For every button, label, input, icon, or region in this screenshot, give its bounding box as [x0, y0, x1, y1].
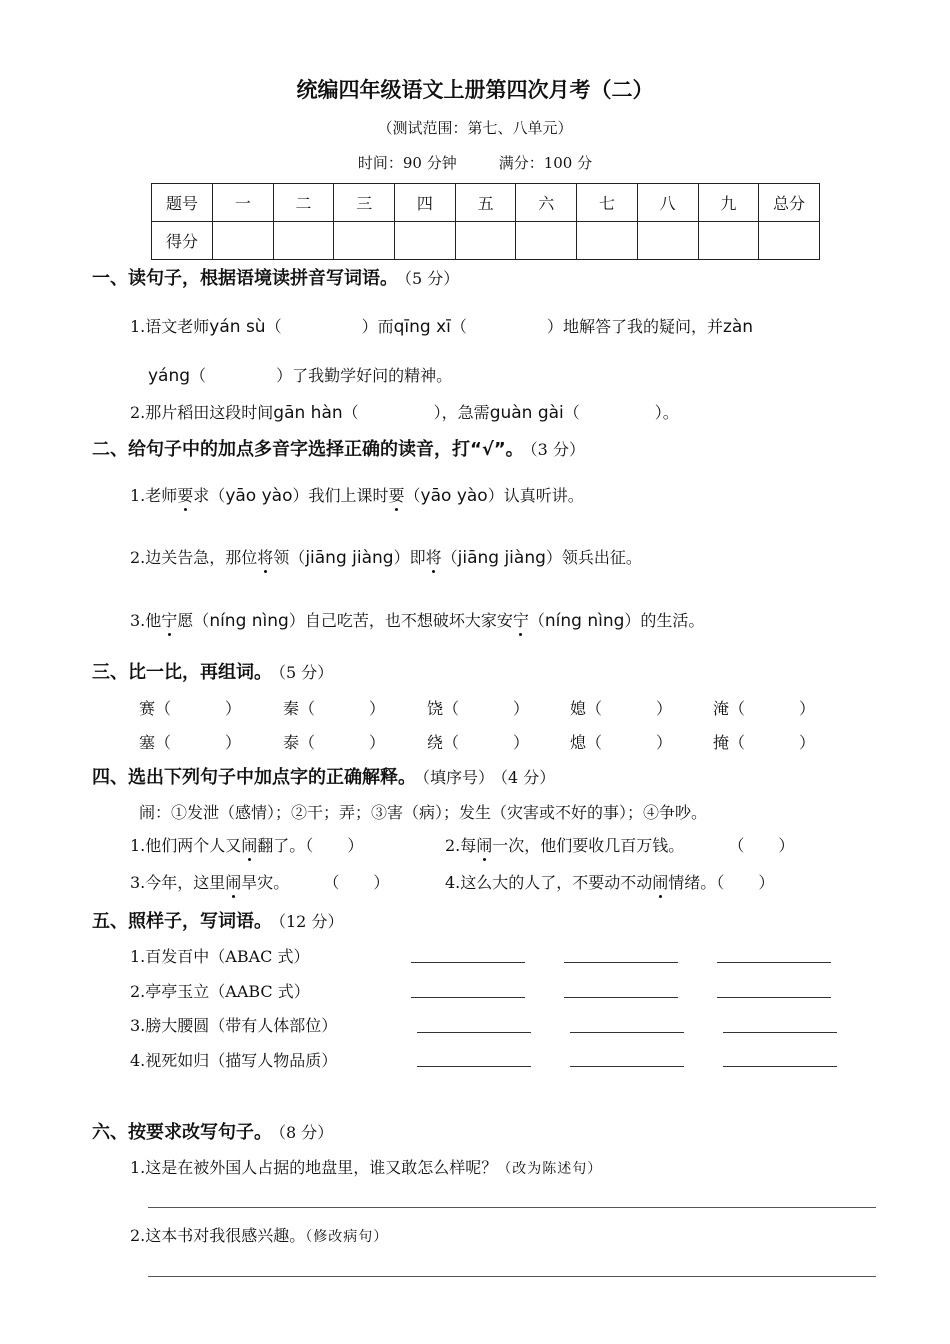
score-cell: 四: [395, 184, 456, 222]
text: （: [441, 548, 458, 567]
char: 饶: [427, 699, 444, 718]
score-input-cell[interactable]: [516, 222, 577, 260]
s5-item: 3.膀大腰圆（带有人体部位）: [130, 1016, 338, 1035]
answer-line[interactable]: [564, 997, 678, 998]
answer-line[interactable]: [148, 1207, 876, 1208]
section-5-heading: [92, 907, 343, 933]
dotted-char: 要: [388, 486, 405, 505]
s3-row-2: [570, 730, 672, 753]
answer-blank[interactable]: （ ）: [443, 699, 530, 718]
text: 领（: [273, 548, 306, 567]
score-input-cell[interactable]: [273, 222, 334, 260]
answer-line[interactable]: [411, 962, 525, 963]
section-points: （12 分）: [278, 912, 344, 931]
instruction-note: （修改病句）: [305, 1229, 389, 1245]
text: 翻了。（: [257, 836, 314, 855]
text: 1.这是在被外国人占据的地盘里，谁又敢怎么样呢？: [130, 1158, 498, 1177]
s5-item: 1.百发百中（ABAC 式）: [130, 947, 310, 966]
answer-line[interactable]: [717, 962, 831, 963]
char: 熄: [570, 733, 587, 752]
section-heading-text: 五、照样子，写词语。: [92, 911, 272, 932]
score-cell: 七: [577, 184, 638, 222]
answer-blank[interactable]: （ ）: [190, 366, 293, 385]
score-cell: 题号: [152, 184, 213, 222]
instruction-note: （改为陈述句）: [497, 1161, 603, 1177]
answer-blank[interactable]: （ ）: [265, 317, 378, 336]
answer-blank[interactable]: （ ）: [299, 733, 386, 752]
section-points: （5 分）: [404, 269, 460, 288]
text: 而: [377, 317, 394, 336]
text: ）认真听讲。: [487, 486, 584, 505]
score-input-cell[interactable]: [698, 222, 759, 260]
text: 地解答了我的疑问，并: [562, 317, 723, 336]
score-cell: 二: [273, 184, 334, 222]
answer-blank[interactable]: （ ）: [155, 699, 242, 718]
score-input-cell[interactable]: [395, 222, 456, 260]
s1-line-2: [148, 363, 452, 386]
s3-row-1: [570, 696, 672, 719]
answer-line[interactable]: [723, 1032, 837, 1033]
score-cell: 一: [213, 184, 274, 222]
answer-blank[interactable]: （ ）: [586, 699, 673, 718]
s6-question-1: [130, 1155, 602, 1178]
s4-question-4: [445, 870, 774, 893]
text: ，急需: [441, 403, 490, 422]
dotted-char: 要: [177, 486, 194, 505]
section-2-heading: [92, 435, 585, 461]
s2-question-2: [130, 545, 642, 568]
s5-item: 4.视死如归（描写人物品质）: [130, 1051, 338, 1070]
section-heading-text: 四、选出下列句子中加点字的正确解释。: [92, 767, 416, 788]
exam-time: 时间：90 分钟: [357, 154, 457, 172]
text: ）: [347, 836, 364, 855]
score-table-score-row: [152, 222, 820, 260]
score-input-cell[interactable]: [334, 222, 395, 260]
section-4-heading: [92, 763, 555, 789]
s1-line-1: [130, 314, 753, 337]
score-input-cell[interactable]: [759, 222, 820, 260]
pinyin: guàn gài: [489, 403, 564, 423]
answer-blank[interactable]: （ ）: [586, 733, 673, 752]
answer-line[interactable]: [717, 997, 831, 998]
text: ）即: [393, 548, 426, 567]
text: ）: [758, 873, 775, 892]
section-3-heading: [92, 658, 333, 684]
score-cell: 得分: [152, 222, 213, 260]
score-input-cell[interactable]: [455, 222, 516, 260]
section-points: （8 分）: [278, 1123, 334, 1142]
char: 泰: [283, 733, 300, 752]
dotted-char: 将: [425, 548, 442, 567]
text: 1.他们两个人又: [130, 836, 242, 855]
text: 4.这么大的人了，不要动不动: [445, 873, 653, 892]
section-points: （5 分）: [278, 663, 334, 682]
text: 2.这本书对我很感兴趣。: [130, 1226, 306, 1245]
s5-item: 2.亭亭玉立（AABC 式）: [130, 982, 310, 1001]
score-table: [151, 183, 820, 260]
dotted-char: 闹: [652, 873, 669, 892]
answer-line[interactable]: [148, 1276, 876, 1277]
score-input-cell[interactable]: [577, 222, 638, 260]
section-heading-text: 三、比一比，再组词。: [92, 662, 272, 683]
score-cell: 九: [698, 184, 759, 222]
s4-question-3: [130, 870, 389, 893]
answer-blank[interactable]: （ ）: [443, 733, 530, 752]
score-cell: 总分: [759, 184, 820, 222]
text: 2.每: [445, 836, 477, 855]
text: 2.那片稻田这段时间: [130, 403, 274, 422]
text: ）: [778, 836, 795, 855]
answer-line[interactable]: [570, 1032, 684, 1033]
pinyin-choice[interactable]: yāo yào: [420, 486, 488, 506]
text: （: [404, 486, 421, 505]
pinyin-choice[interactable]: yāo yào: [225, 486, 293, 506]
answer-line[interactable]: [570, 1066, 684, 1067]
answer-line[interactable]: [417, 1066, 531, 1067]
score-input-cell[interactable]: [637, 222, 698, 260]
s2-question-3: [130, 608, 704, 631]
text: 1.语文老师: [130, 317, 210, 336]
s3-row-2: [713, 730, 815, 753]
pinyin-choice[interactable]: níng nìng: [209, 611, 289, 631]
test-scope: （测试范围：第七、八单元）: [377, 119, 573, 137]
char: 塞: [139, 733, 156, 752]
answer-line[interactable]: [564, 962, 678, 963]
section-heading-text: 六、按要求改写句子。: [92, 1122, 272, 1143]
answer-blank[interactable]: （ ）: [155, 733, 242, 752]
pinyin: gān hàn: [273, 403, 343, 423]
pinyin: yáng: [148, 366, 191, 386]
s3-row-1: [139, 696, 241, 719]
char: 媳: [570, 699, 587, 718]
answer-blank[interactable]: （ ）: [299, 699, 386, 718]
section-heading-text: 二、给句子中的加点多音字选择正确的读音，打“√”。: [92, 439, 524, 460]
text: ）领兵出征。: [545, 548, 642, 567]
s1-line-3: [130, 400, 679, 423]
answer-blank[interactable]: （ ）: [342, 403, 442, 422]
exam-meta: [0, 152, 950, 173]
text: 情绪。（: [668, 873, 725, 892]
answer-blank[interactable]: （ ）: [450, 317, 563, 336]
pinyin: zàn: [722, 317, 754, 337]
s2-question-1: [130, 483, 584, 506]
text: 旱灾。: [241, 873, 290, 892]
answer-line[interactable]: [411, 997, 525, 998]
dotted-char: 闹: [476, 836, 493, 855]
char: 淹: [713, 699, 730, 718]
score-cell: 八: [637, 184, 698, 222]
score-cell: 五: [455, 184, 516, 222]
score-table-header-row: [152, 184, 820, 222]
s3-row-2: [427, 730, 529, 753]
dotted-char: 闹: [241, 836, 258, 855]
text: 愿（: [177, 611, 210, 630]
s4-question-1: [130, 833, 363, 856]
s3-row-2: [283, 730, 385, 753]
text: （: [728, 836, 745, 855]
section-heading-text: 一、读句子，根据语境读拼音写词语。: [92, 268, 398, 289]
char: 掩: [713, 733, 730, 752]
text: 一次，他们要收几百万钱。: [492, 836, 685, 855]
answer-blank[interactable]: （ ）。: [563, 403, 679, 422]
char: 秦: [283, 699, 300, 718]
pinyin: qīng xī: [393, 317, 451, 337]
score-cell: 六: [516, 184, 577, 222]
text: ）我们上课时: [292, 486, 389, 505]
s3-row-1: [427, 696, 529, 719]
char: 绕: [427, 733, 444, 752]
text: ）: [373, 873, 390, 892]
s4-definition: 闹：①发泄（感情）；②干；弄；③害（病）；发生（灾害或不好的事）；④争吵。: [139, 803, 708, 822]
answer-line[interactable]: [723, 1066, 837, 1067]
s6-question-2: [130, 1223, 388, 1246]
s3-row-2: [139, 730, 241, 753]
answer-line[interactable]: [417, 1032, 531, 1033]
dotted-char: 将: [257, 548, 274, 567]
text: （: [323, 873, 340, 892]
text: ）的生活。: [624, 611, 705, 630]
answer-blank[interactable]: （ ）: [729, 699, 816, 718]
pinyin-choice[interactable]: jiāng jiàng: [305, 548, 394, 568]
pinyin: yán sù: [209, 317, 266, 337]
text: 3.今年，这里: [130, 873, 226, 892]
text: 了我勤学好问的精神。: [292, 366, 453, 385]
pinyin-choice[interactable]: jiāng jiàng: [457, 548, 546, 568]
section-points: （4 分）: [500, 768, 556, 787]
text: 求（: [193, 486, 226, 505]
pinyin-choice[interactable]: níng nìng: [544, 611, 625, 631]
s3-row-1: [713, 696, 815, 719]
text: 3.他: [130, 611, 162, 630]
s4-question-2: [445, 833, 794, 856]
score-input-cell[interactable]: [213, 222, 274, 260]
s3-row-1: [283, 696, 385, 719]
section-points: （3 分）: [529, 440, 585, 459]
page-title: 统编四年级语文上册第四次月考（二）: [296, 78, 654, 102]
dotted-char: 闹: [225, 873, 242, 892]
section-1-heading: [92, 264, 459, 290]
text: 2.边关告急，那位: [130, 548, 258, 567]
answer-blank[interactable]: （ ）: [729, 733, 816, 752]
text: ）自己吃苦，也不想破坏大家安: [288, 611, 513, 630]
score-cell: 三: [334, 184, 395, 222]
dotted-char: 宁: [512, 611, 529, 630]
section-note: （填序号）: [422, 768, 495, 787]
text: （: [528, 611, 545, 630]
section-6-heading: [92, 1118, 333, 1144]
text: 1.老师: [130, 486, 178, 505]
exam-full-score: 满分：100 分: [498, 154, 593, 172]
char: 赛: [139, 699, 156, 718]
dotted-char: 宁: [161, 611, 178, 630]
